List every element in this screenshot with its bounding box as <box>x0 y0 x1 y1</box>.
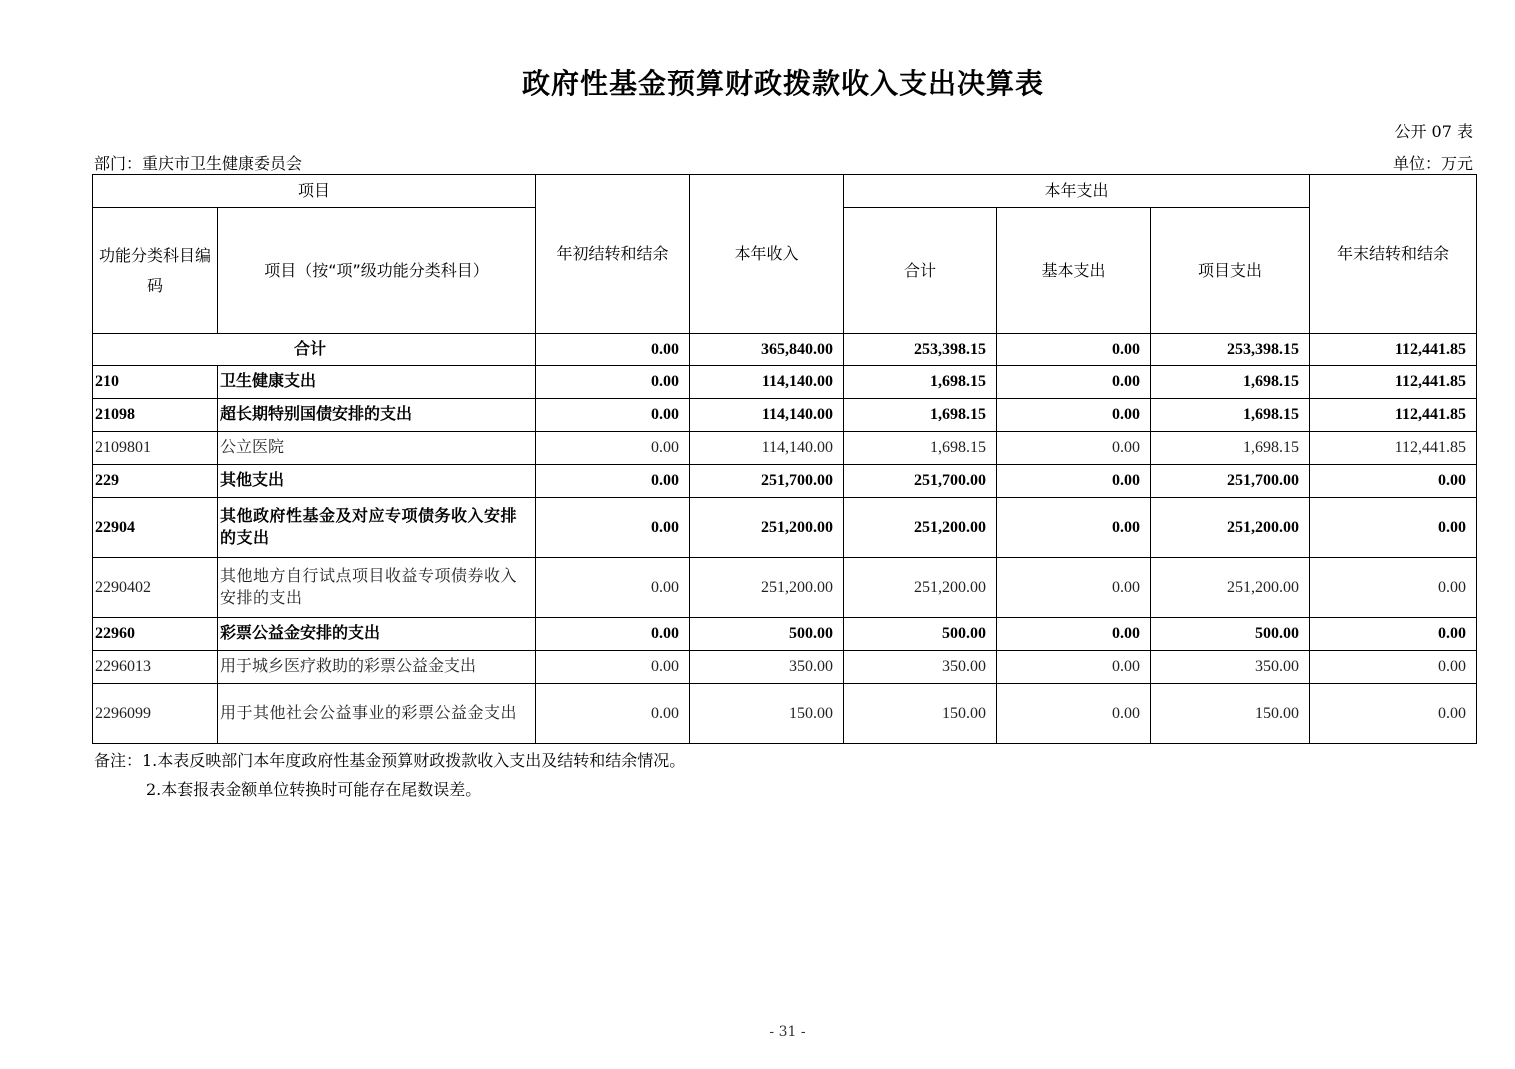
cell-name: 公立医院 <box>218 432 536 465</box>
cell-income: 365,840.00 <box>690 334 844 366</box>
cell-begin: 0.00 <box>536 366 690 399</box>
cell-total: 1,698.15 <box>844 366 997 399</box>
cell-total: 350.00 <box>844 651 997 684</box>
cell-name: 其他地方自行试点项目收益专项债券收入安排的支出 <box>218 558 536 618</box>
cell-begin: 0.00 <box>536 684 690 744</box>
header-income: 本年收入 <box>690 175 844 334</box>
header-item: 项目 <box>93 175 536 208</box>
cell-project: 251,200.00 <box>1151 498 1310 558</box>
cell-end: 112,441.85 <box>1310 432 1477 465</box>
cell-basic: 0.00 <box>997 684 1151 744</box>
cell-project: 253,398.15 <box>1151 334 1310 366</box>
header-item-name: 项目（按“项”级功能分类科目） <box>218 208 536 334</box>
header-expense: 本年支出 <box>844 175 1310 208</box>
cell-basic: 0.00 <box>997 399 1151 432</box>
cell-code: 22960 <box>93 618 218 651</box>
cell-project: 150.00 <box>1151 684 1310 744</box>
cell-project: 1,698.15 <box>1151 366 1310 399</box>
cell-begin: 0.00 <box>536 334 690 366</box>
table-row <box>93 432 1477 465</box>
cell-total: 500.00 <box>844 618 997 651</box>
notes <box>94 746 685 804</box>
cell-end: 112,441.85 <box>1310 399 1477 432</box>
cell-project: 1,698.15 <box>1151 432 1310 465</box>
cell-income: 251,700.00 <box>690 465 844 498</box>
unit-label: 单位：万元 <box>1392 154 1473 173</box>
cell-end: 0.00 <box>1310 498 1477 558</box>
cell-code: 2109801 <box>93 432 218 465</box>
cell-name: 超长期特别国债安排的支出 <box>218 399 536 432</box>
cell-project: 500.00 <box>1151 618 1310 651</box>
cell-code: 229 <box>93 465 218 498</box>
cell-code: 2290402 <box>93 558 218 618</box>
header-code: 功能分类科目编码 <box>93 208 218 334</box>
table-row <box>93 618 1477 651</box>
header-begin-balance: 年初结转和结余 <box>536 175 690 334</box>
cell-income: 350.00 <box>690 651 844 684</box>
table-row <box>93 651 1477 684</box>
cell-total: 253,398.15 <box>844 334 997 366</box>
cell-income: 251,200.00 <box>690 498 844 558</box>
cell-total: 251,700.00 <box>844 465 997 498</box>
cell-total: 1,698.15 <box>844 432 997 465</box>
cell-project: 251,700.00 <box>1151 465 1310 498</box>
cell-income: 114,140.00 <box>690 366 844 399</box>
cell-total: 251,200.00 <box>844 558 997 618</box>
header-total: 合计 <box>844 208 997 334</box>
cell-code: 210 <box>93 366 218 399</box>
header-project: 项目支出 <box>1151 208 1310 334</box>
table-row-sum <box>93 334 1477 366</box>
cell-end: 0.00 <box>1310 558 1477 618</box>
cell-project: 350.00 <box>1151 651 1310 684</box>
cell-code: 2296013 <box>93 651 218 684</box>
page-number: - 31 - <box>769 1024 806 1040</box>
cell-basic: 0.00 <box>997 366 1151 399</box>
cell-basic: 0.00 <box>997 618 1151 651</box>
cell-total: 251,200.00 <box>844 498 997 558</box>
cell-begin: 0.00 <box>536 651 690 684</box>
cell-end: 0.00 <box>1310 465 1477 498</box>
cell-income: 114,140.00 <box>690 432 844 465</box>
budget-table <box>92 174 1477 744</box>
cell-begin: 0.00 <box>536 498 690 558</box>
cell-income: 251,200.00 <box>690 558 844 618</box>
cell-begin: 0.00 <box>536 399 690 432</box>
table-row <box>93 465 1477 498</box>
cell-begin: 0.00 <box>536 618 690 651</box>
cell-total: 1,698.15 <box>844 399 997 432</box>
cell-end: 0.00 <box>1310 684 1477 744</box>
table-row <box>93 399 1477 432</box>
cell-code: 21098 <box>93 399 218 432</box>
cell-end: 112,441.85 <box>1310 334 1477 366</box>
cell-basic: 0.00 <box>997 432 1151 465</box>
cell-code: 22904 <box>93 498 218 558</box>
table-row <box>93 558 1477 618</box>
cell-begin: 0.00 <box>536 432 690 465</box>
sum-label: 合计 <box>93 334 536 366</box>
cell-basic: 0.00 <box>997 465 1151 498</box>
cell-end: 112,441.85 <box>1310 366 1477 399</box>
cell-income: 500.00 <box>690 618 844 651</box>
cell-total: 150.00 <box>844 684 997 744</box>
cell-project: 1,698.15 <box>1151 399 1310 432</box>
cell-basic: 0.00 <box>997 651 1151 684</box>
cell-end: 0.00 <box>1310 618 1477 651</box>
cell-project: 251,200.00 <box>1151 558 1310 618</box>
note-2: 2.本套报表金额单位转换时可能存在尾数误差。 <box>146 780 482 799</box>
cell-code: 2296099 <box>93 684 218 744</box>
table-row <box>93 366 1477 399</box>
header-basic: 基本支出 <box>997 208 1151 334</box>
cell-name: 彩票公益金安排的支出 <box>218 618 536 651</box>
cell-income: 114,140.00 <box>690 399 844 432</box>
cell-name: 卫生健康支出 <box>218 366 536 399</box>
department-label: 部门：重庆市卫生健康委员会 <box>94 154 303 173</box>
header-end-balance: 年末结转和结余 <box>1310 175 1477 334</box>
table-row <box>93 498 1477 558</box>
cell-name: 其他政府性基金及对应专项债务收入安排的支出 <box>218 498 536 558</box>
cell-name: 用于城乡医疗救助的彩票公益金支出 <box>218 651 536 684</box>
form-number: 公开 07 表 <box>1394 122 1473 141</box>
cell-name: 用于其他社会公益事业的彩票公益金支出 <box>218 684 536 744</box>
cell-basic: 0.00 <box>997 334 1151 366</box>
cell-basic: 0.00 <box>997 498 1151 558</box>
note-1: 备注：1.本表反映部门本年度政府性基金预算财政拨款收入支出及结转和结余情况。 <box>94 751 686 770</box>
page-title: 政府性基金预算财政拨款收入支出决算表 <box>521 67 1044 100</box>
table-row <box>93 684 1477 744</box>
cell-begin: 0.00 <box>536 465 690 498</box>
cell-name: 其他支出 <box>218 465 536 498</box>
cell-begin: 0.00 <box>536 558 690 618</box>
cell-end: 0.00 <box>1310 651 1477 684</box>
cell-income: 150.00 <box>690 684 844 744</box>
cell-basic: 0.00 <box>997 558 1151 618</box>
